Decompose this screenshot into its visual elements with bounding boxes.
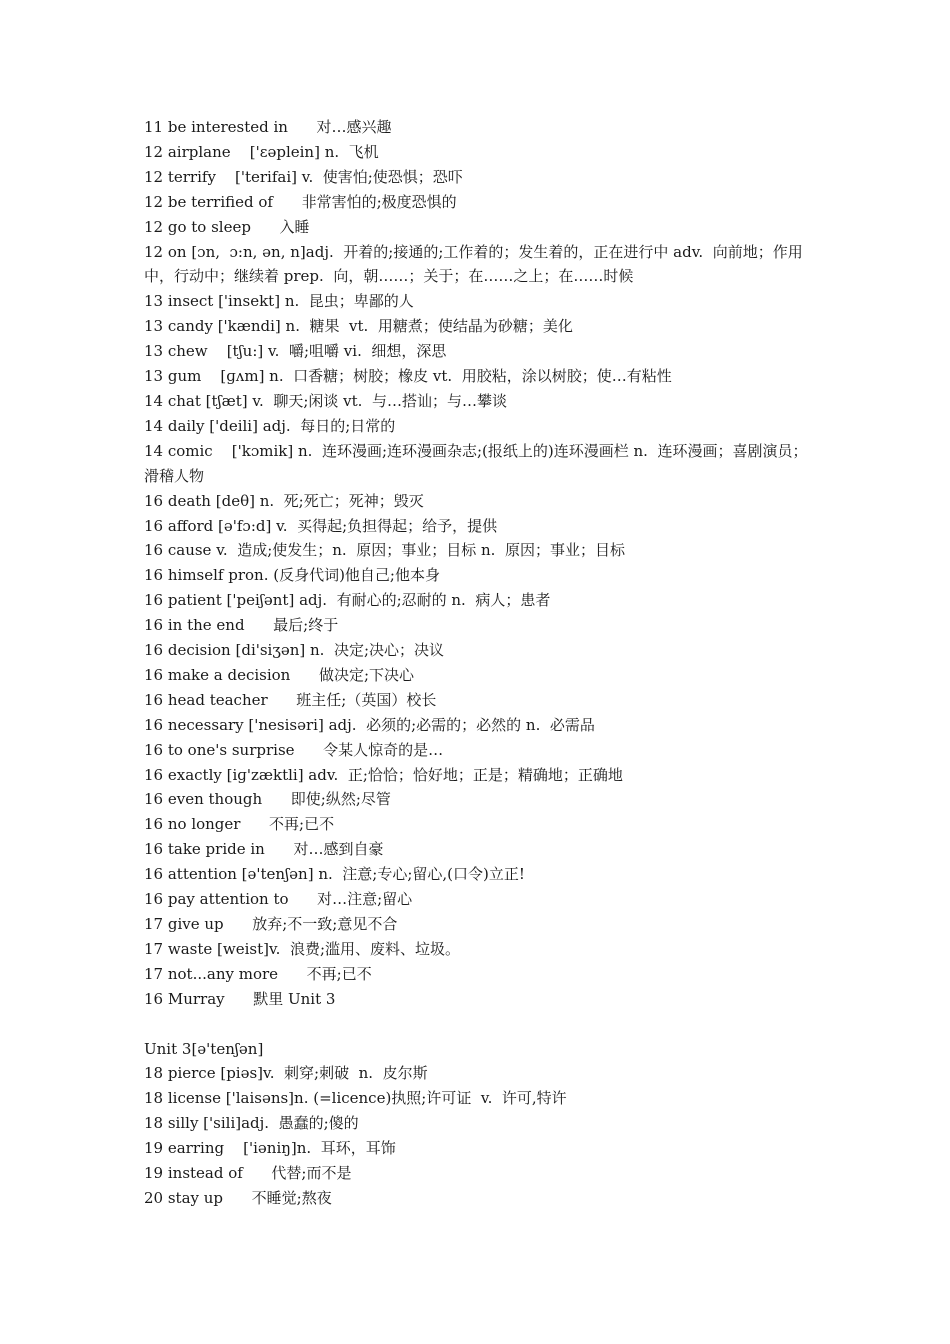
text-line: 16 make a decision 做决定;下决心: [144, 665, 414, 684]
text-line: 16 patient ['peiʃənt] adj. 有耐心的;忍耐的 n. 病人；患者: [144, 591, 551, 610]
text-line: 16 take pride in 对…感到自豪: [144, 840, 384, 859]
text-line: 14 chat [tʃæt] v. 聊天;闲谈 vt. 与…搭讪；与…攀谈: [144, 391, 507, 410]
blank-line: [144, 1012, 814, 1037]
text-line: 20 stay up 不睡觉;熬夜: [144, 1188, 332, 1207]
text-line: 14 daily ['deili] adj. 每日的;日常的: [144, 416, 396, 435]
text-line: 12 be terrified of 非常害怕的;极度恐惧的: [144, 192, 457, 211]
text-line: 12 go to sleep 入睡: [144, 217, 310, 236]
text-line: 17 waste [weist]v. 浪费;滥用、废料、垃圾。: [144, 939, 461, 958]
text-line: 12 airplane ['ɛəplein] n. 飞机: [144, 142, 379, 161]
text-line: 16 death [deθ] n. 死;死亡；死神；毁灭: [144, 491, 424, 510]
text-line: 18 pierce [piəs]v. 刺穿;刺破 n. 皮尔斯: [144, 1064, 428, 1083]
text-line: 16 to one's surprise 令某人惊奇的是…: [144, 740, 444, 759]
text-line: 16 even though 即使;纵然;尽管: [144, 790, 391, 809]
text-line: 16 decision [di'siʒən] n. 决定;决心；决议: [144, 641, 445, 660]
text-line: 19 earring ['iəniŋ]n. 耳环，耳饰: [144, 1139, 396, 1158]
text-line: 12 on [ɔn, ɔ:n, ən, n]adj. 开着的;接通的;工作着的；发生着的，正在进行中 adv. 向前地；作用中，行动中；继续着 prep. 向，朝……；关于；在……之上；在……时候: [144, 242, 803, 286]
text-line: 13 chew [tʃu:] v. 嚼;咀嚼 vi. 细想，深思: [144, 342, 447, 361]
text-line: 16 afford [ə'fɔ:d] v. 买得起;负担得起；给予，提供: [144, 516, 498, 535]
text-line: 18 silly ['sili]adj. 愚蠢的;傻的: [144, 1114, 359, 1133]
text-line: 16 exactly [iɡ'zæktli] adv. 正;恰恰；恰好地；正是；精确地；正确地: [144, 765, 623, 784]
text-line: 16 Murray 默里 Unit 3: [144, 989, 336, 1008]
text-line: 16 pay attention to 对…注意;留心: [144, 890, 413, 909]
text-line: 16 necessary ['nesisəri] adj. 必须的;必需的；必然的 n. 必需品: [144, 715, 595, 734]
text-line: 17 not...any more 不再;已不: [144, 964, 372, 983]
text-line: 13 gum [ɡʌm] n. 口香糖；树胶；橡皮 vt. 用胶粘，涂以树胶；使…有粘性: [144, 367, 672, 386]
text-line: 14 comic ['kɔmik] n. 连环漫画;连环漫画杂志;(报纸上的)连环漫画栏 n. 连环漫画；喜剧演员；滑稽人物: [144, 441, 808, 485]
text-line: 19 instead of 代替;而不是: [144, 1164, 352, 1183]
text-line: 18 license ['laisəns]n. (=licence)执照;许可证 v. 许可,特许: [144, 1089, 567, 1108]
text-line: 16 attention [ə'tenʃən] n. 注意;专心;留心,(口令)立正!: [144, 865, 525, 884]
text-line: 16 cause v. 造成;使发生；n. 原因；事业；目标 n. 原因；事业；目标: [144, 541, 625, 560]
text-line: 11 be interested in 对…感兴趣: [144, 118, 392, 136]
text-line: 13 insect ['insekt] n. 昆虫；卑鄙的人: [144, 292, 414, 311]
document-body: [144, 115, 814, 1211]
unit-heading: Unit 3[ə'tenʃən]: [144, 1039, 264, 1058]
text-line: 16 in the end 最后;终于: [144, 616, 339, 635]
text-line: 13 candy ['kændi] n. 糖果 vt. 用糖煮；使结晶为砂糖；美化: [144, 317, 573, 336]
text-line: 16 no longer 不再;已不: [144, 815, 335, 834]
text-line: 16 himself pron. (反身代词)他自己;他本身: [144, 566, 440, 585]
text-line: 17 give up 放弃;不一致;意见不合: [144, 915, 398, 933]
text-line: 16 head teacher 班主任;（英国）校长: [144, 690, 437, 709]
text-line: 12 terrify ['terifai] v. 使害怕;使恐惧；恐吓: [144, 167, 463, 186]
